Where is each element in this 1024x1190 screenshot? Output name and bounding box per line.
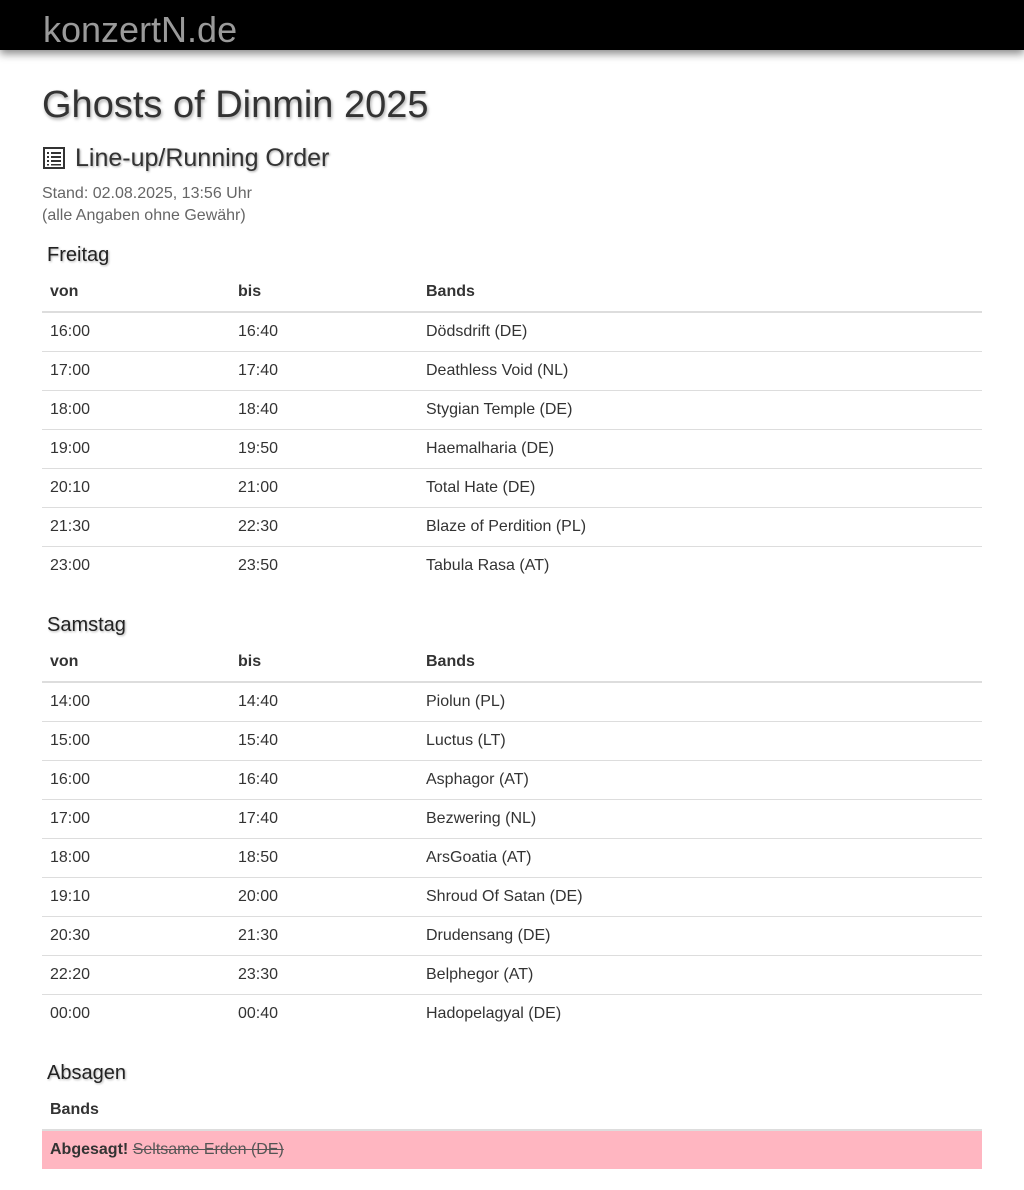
schedule-body-samstag [42,682,982,1033]
time-to-cell: 21:00 [230,469,418,508]
band-name-cell: Belphegor (AT) [418,956,982,995]
time-from-cell: 14:00 [42,682,230,722]
table-row [42,917,982,956]
table-row [42,878,982,917]
table-row [42,761,982,800]
table-header-row [42,643,982,682]
column-header-from: von [42,643,230,682]
time-from-cell: 00:00 [50,1005,91,1022]
cancellations-table [42,1091,982,1169]
table-row [42,312,982,352]
band-name-cell: Haemalharia (DE) [418,430,982,469]
time-to-cell: 21:30 [230,917,418,956]
band-name-cell: ArsGoatia (AT) [418,839,982,878]
column-header-to: bis [230,643,418,682]
table-header-row [42,273,982,312]
table-row [42,839,982,878]
time-from-cell: 16:00 [42,761,230,800]
time-to-cell: 19:50 [230,430,418,469]
band-name-cell: Hadopelagyal (DE) [426,1005,562,1022]
time-from-cell: 19:10 [42,878,230,917]
table-row [42,469,982,508]
band-name-cell: Dödsdrift (DE) [418,312,982,352]
band-name-cell: Luctus (LT) [418,722,982,761]
site-logo-link[interactable]: konzertN.de [43,9,238,50]
band-name-cell: Tabula Rasa (AT) [426,557,550,574]
time-to-cell: 22:30 [230,508,418,547]
column-header-from: von [42,273,230,312]
time-from-cell: 20:10 [42,469,230,508]
column-header-bands: Bands [42,1091,982,1130]
band-name-cell: Drudensang (DE) [418,917,982,956]
schedule-body-freitag [42,312,982,585]
cancelled-band-cell [42,1130,982,1169]
table-row [42,800,982,839]
time-to-cell: 20:00 [230,878,418,917]
band-name-cell: Asphagor (AT) [418,761,982,800]
time-from-cell: 19:00 [42,430,230,469]
time-from-cell: 15:00 [42,722,230,761]
band-name-cell: Stygian Temple (DE) [418,391,982,430]
cancellations-heading: Absagen [47,1062,126,1084]
band-name-cell: Piolun (PL) [418,682,982,722]
band-name-cell: Shroud Of Satan (DE) [418,878,982,917]
table-row [42,430,982,469]
updated-timestamp: Stand: 02.08.2025, 13:56 Uhr [42,185,252,202]
table-row [42,391,982,430]
table-row [42,547,982,586]
time-to-cell: 17:40 [230,352,418,391]
time-to-cell: 18:50 [230,839,418,878]
time-to-cell: 18:40 [230,391,418,430]
time-from-cell: 18:00 [42,391,230,430]
table-header-row [42,1091,982,1130]
time-from-cell: 16:00 [42,312,230,352]
time-to-cell: 17:40 [230,800,418,839]
cancelled-row [42,1130,982,1169]
time-from-cell: 21:30 [42,508,230,547]
page-title: Ghosts of Dinmin 2025 [42,84,429,126]
band-name-cell: Blaze of Perdition (PL) [418,508,982,547]
time-from-cell: 22:20 [42,956,230,995]
table-row [42,956,982,995]
table-row [42,352,982,391]
section-heading-label: Line-up/Running Order [75,144,330,172]
column-header-bands: Bands [418,273,982,312]
cancellations-body [42,1130,982,1169]
table-row [42,508,982,547]
table-row [42,722,982,761]
site-header [0,0,1024,50]
disclaimer: (alle Angaben ohne Gewähr) [42,207,246,224]
time-to-cell: 15:40 [230,722,418,761]
band-name-cell: Total Hate (DE) [418,469,982,508]
time-from-cell: 17:00 [42,800,230,839]
time-to-cell: 23:50 [238,557,279,574]
cancelled-band-name: Seltsame Erden (DE) [132,1141,284,1158]
time-to-cell: 16:40 [230,761,418,800]
column-header-to: bis [230,273,418,312]
day-heading-freitag: Freitag [47,244,110,266]
table-row [42,682,982,722]
band-name-cell: Bezwering (NL) [418,800,982,839]
time-from-cell: 20:30 [42,917,230,956]
time-from-cell: 18:00 [42,839,230,878]
time-to-cell: 23:30 [230,956,418,995]
schedule-table-samstag [42,643,982,1033]
cancelled-badge: Abgesagt! [50,1141,129,1158]
time-from-cell: 17:00 [42,352,230,391]
section-heading [42,143,329,173]
page-meta [42,183,252,227]
time-to-cell: 14:40 [230,682,418,722]
time-from-cell: 23:00 [50,557,91,574]
table-row [42,995,982,1034]
schedule-table-freitag [42,273,982,585]
time-to-cell: 16:40 [230,312,418,352]
band-name-cell: Deathless Void (NL) [418,352,982,391]
day-heading-samstag: Samstag [47,614,126,636]
time-to-cell: 00:40 [238,1005,279,1022]
list-alt-icon [42,146,66,170]
column-header-bands: Bands [418,643,982,682]
